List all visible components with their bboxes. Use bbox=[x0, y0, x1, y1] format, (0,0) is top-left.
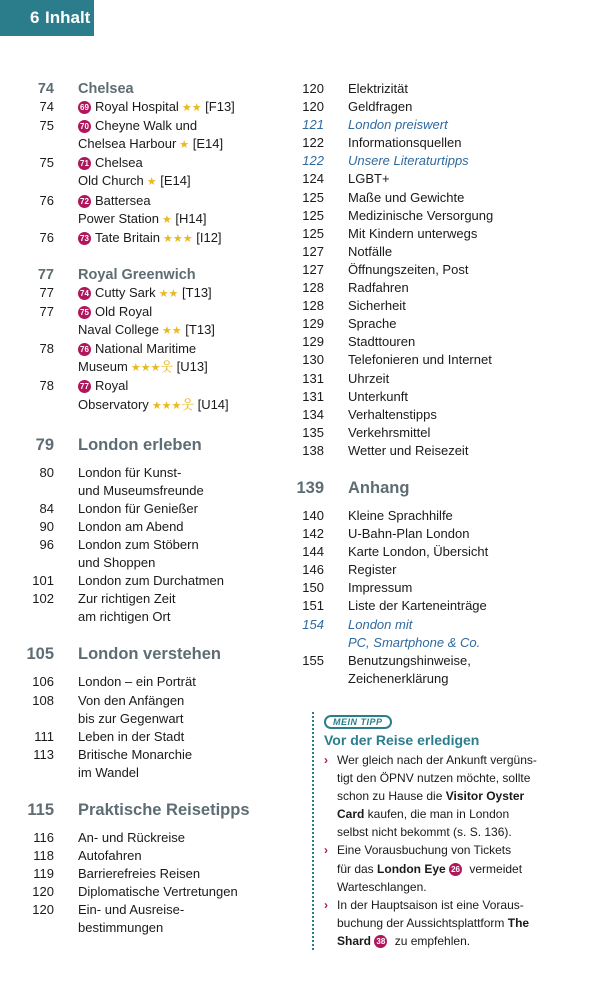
section-anhang bbox=[292, 476, 590, 500]
entry-text: Ein- und Ausreise- bestimmungen bbox=[78, 902, 185, 936]
entry-page-number: 106 bbox=[32, 674, 54, 690]
section-title: London erleben bbox=[78, 435, 202, 454]
section-title: Praktische Reisetipps bbox=[78, 801, 250, 819]
bullet-arrow-icon: › bbox=[324, 843, 328, 858]
entry-text: 73 Tate Britain ★★★ [I12] bbox=[78, 229, 292, 248]
map-reference: [H14] bbox=[171, 210, 207, 226]
bullet-arrow-icon: › bbox=[324, 753, 328, 767]
section-page-number: 79 bbox=[35, 435, 54, 454]
rating-stars-icon: ★ bbox=[179, 139, 190, 152]
toc-entry[interactable] bbox=[292, 442, 590, 460]
toc-entry[interactable] bbox=[292, 424, 590, 442]
entry-page-number: 127 bbox=[302, 261, 324, 277]
rating-stars-icon: ★★★ bbox=[163, 232, 193, 245]
rating-stars-icon: ★★★ bbox=[151, 399, 182, 412]
entry-text: London mit PC, Smartphone & Co. bbox=[348, 616, 481, 650]
entry-page-number: 122 bbox=[302, 153, 324, 169]
map-reference: [U13] bbox=[173, 359, 208, 375]
entry-text: Maße und Gewichte bbox=[348, 189, 465, 205]
section-royal-greenwich bbox=[0, 266, 292, 284]
tip-bullet bbox=[324, 751, 584, 841]
toc-entry[interactable] bbox=[292, 116, 590, 134]
entry-page-number: 129 bbox=[302, 316, 324, 332]
entry-page-number: 127 bbox=[302, 243, 324, 259]
poi-number-badge: 38 bbox=[374, 935, 387, 948]
entry-page-number: 116 bbox=[33, 830, 54, 845]
entry-page-number: 154 bbox=[302, 616, 324, 632]
map-reference: [E14] bbox=[156, 173, 191, 189]
toc-entry[interactable] bbox=[0, 692, 292, 728]
toc-entry[interactable] bbox=[292, 98, 590, 116]
map-reference: [E14] bbox=[189, 136, 224, 152]
entry-text: U-Bahn-Plan London bbox=[348, 526, 470, 542]
entry-text: Autofahren bbox=[78, 848, 142, 864]
family-friendly-icon: 웃 bbox=[160, 359, 174, 375]
toc-entry[interactable] bbox=[292, 279, 590, 297]
entry-page-number: 120 bbox=[32, 884, 54, 900]
toc-entry[interactable] bbox=[0, 590, 292, 626]
poi-number-badge: 72 bbox=[78, 195, 91, 208]
entry-text: London am Abend bbox=[78, 518, 184, 534]
entry-page-number: 146 bbox=[302, 562, 324, 578]
entry-text: Elektrizität bbox=[348, 81, 408, 96]
poi-number-badge: 76 bbox=[78, 343, 91, 356]
entry-text: Sprache bbox=[348, 316, 397, 332]
toc-entry[interactable] bbox=[0, 572, 292, 590]
poi-number-badge: 74 bbox=[78, 287, 91, 300]
entry-text: Geldfragen bbox=[348, 99, 413, 115]
entry-page-number: 150 bbox=[302, 580, 324, 596]
poi-number-badge: 70 bbox=[78, 120, 91, 133]
entry-text: 69 Royal Hospital ★★ [F13] bbox=[78, 98, 292, 117]
toc-entry[interactable] bbox=[0, 865, 292, 883]
bold-text: Card bbox=[337, 807, 365, 822]
entry-text: Uhrzeit bbox=[348, 370, 390, 386]
rating-stars-icon: ★ bbox=[146, 176, 157, 189]
entry-text: Unsere Literaturtipps bbox=[348, 153, 469, 169]
map-reference: [F13] bbox=[201, 99, 235, 115]
toc-entry[interactable] bbox=[292, 597, 590, 615]
entry-text: 72 Battersea Power Station ★ [H14] bbox=[78, 192, 207, 226]
toc-entry[interactable] bbox=[0, 117, 292, 154]
toc-left-column bbox=[0, 80, 292, 938]
toc-right-column bbox=[292, 80, 590, 688]
toc-entry[interactable] bbox=[292, 507, 590, 525]
entry-text: Benutzungshinweise, Zeichenerklärung bbox=[348, 652, 471, 686]
entry-text: Sicherheit bbox=[348, 298, 406, 314]
page-number: 6 bbox=[30, 8, 40, 27]
entry-page-number: 155 bbox=[302, 652, 324, 668]
toc-entry[interactable] bbox=[0, 340, 292, 377]
section-praktische-reisetipps bbox=[0, 798, 292, 822]
toc-entry[interactable] bbox=[292, 616, 590, 652]
section-page-number: 139 bbox=[296, 478, 324, 497]
entry-page-number: 113 bbox=[33, 746, 54, 762]
entry-text: 76 National Maritime Museum ★★★웃 [U13] bbox=[78, 341, 208, 375]
entry-text: 71 Chelsea Old Church ★ [E14] bbox=[78, 155, 191, 189]
section-title: London verstehen bbox=[78, 645, 222, 664]
entry-text: Diplomatische Vertretungen bbox=[78, 884, 238, 900]
poi-number-badge: 26 bbox=[449, 863, 462, 876]
poi-number-badge: 71 bbox=[78, 157, 91, 170]
entry-page-number: 128 bbox=[302, 280, 324, 296]
toc-entry[interactable] bbox=[292, 225, 590, 243]
entry-text: 75 Old Royal Naval College ★★ [T13] bbox=[78, 304, 215, 338]
entry-page-number: 121 bbox=[302, 117, 324, 133]
entry-text: London für Genießer bbox=[78, 500, 198, 516]
entry-page-number: 124 bbox=[302, 171, 324, 187]
entry-page-number: 102 bbox=[32, 591, 54, 607]
toc-entry[interactable] bbox=[292, 261, 590, 279]
entry-page-number: 101 bbox=[32, 573, 54, 589]
entry-page-number: 84 bbox=[39, 500, 54, 516]
toc-entry[interactable] bbox=[292, 388, 590, 406]
entry-page-number: 119 bbox=[33, 866, 54, 882]
entry-text: Von den Anfängen bis zur Gegenwart bbox=[78, 692, 185, 726]
rating-stars-icon: ★★ bbox=[161, 325, 182, 338]
entry-text: 77 Royal Observatory ★★★웃 [U14] bbox=[78, 378, 229, 412]
entry-text: Verkehrsmittel bbox=[348, 424, 431, 440]
tip-bullet-text: Wer gleich nach der Ankunft vergüns- tigt den ÖPNV nutzen möchte, sollte schon zu Hause die Visitor Oyster Card kaufen, die man in London selbst nicht bekommt (s. S. 136). bbox=[337, 753, 537, 840]
entry-page-number: 140 bbox=[302, 507, 324, 523]
toc-entry[interactable] bbox=[0, 883, 292, 901]
entry-text: Barrierefreies Reisen bbox=[78, 866, 201, 882]
entry-page-number: 135 bbox=[302, 424, 324, 440]
entry-page-number: 125 bbox=[302, 189, 324, 205]
family-friendly-icon: 웃 bbox=[181, 396, 194, 412]
toc-entry[interactable] bbox=[0, 303, 292, 340]
toc-entry[interactable] bbox=[292, 243, 590, 261]
toc-entry[interactable] bbox=[292, 189, 590, 207]
entry-page-number: 108 bbox=[32, 692, 54, 708]
toc-entry[interactable] bbox=[292, 406, 590, 424]
tip-title: Vor der Reise erledigen bbox=[324, 732, 480, 748]
toc-entry[interactable] bbox=[0, 746, 292, 782]
tip-bullet-text: In der Hauptsaison ist eine Voraus- buchung der Aussichtsplattform The Shard 38 zu empfehlen. bbox=[337, 897, 530, 948]
entry-text: LGBT+ bbox=[348, 171, 390, 187]
entry-page-number: 78 bbox=[39, 341, 54, 357]
toc-entry[interactable] bbox=[292, 652, 590, 688]
entry-page-number: 111 bbox=[34, 728, 54, 744]
entry-page-number: 134 bbox=[302, 406, 324, 422]
tip-bullet bbox=[324, 896, 584, 950]
poi-number-badge: 75 bbox=[78, 306, 91, 319]
section-title: Royal Greenwich bbox=[78, 266, 196, 283]
page-header bbox=[0, 0, 94, 36]
toc-entry[interactable] bbox=[292, 561, 590, 579]
entry-text: London – ein Porträt bbox=[78, 674, 196, 690]
rating-stars-icon: ★★ bbox=[158, 287, 179, 300]
entry-text: Radfahren bbox=[348, 280, 409, 296]
section-page-number: 115 bbox=[27, 801, 54, 819]
entry-page-number: 131 bbox=[302, 388, 324, 404]
entry-text: London zum Stöbern und Shoppen bbox=[78, 536, 199, 571]
entry-text: Informationsquellen bbox=[348, 135, 462, 151]
entry-page-number: 80 bbox=[39, 464, 54, 480]
toc-entry[interactable] bbox=[0, 98, 292, 117]
toc-entry[interactable] bbox=[0, 829, 292, 847]
entry-page-number: 77 bbox=[39, 304, 54, 320]
poi-number-badge: 69 bbox=[78, 101, 91, 114]
toc-entry[interactable] bbox=[292, 207, 590, 225]
entry-page-number: 74 bbox=[39, 99, 54, 115]
entry-text: Telefonieren und Internet bbox=[348, 352, 492, 368]
entry-text: Verhaltenstipps bbox=[348, 406, 437, 422]
entry-page-number: 120 bbox=[302, 81, 324, 96]
entry-text: Wetter und Reisezeit bbox=[348, 442, 469, 458]
bold-text: Visitor Oyster bbox=[445, 789, 525, 804]
entry-page-number: 76 bbox=[39, 229, 54, 245]
toc-entry[interactable] bbox=[292, 579, 590, 597]
entry-text: Notfälle bbox=[348, 243, 393, 259]
toc-entry[interactable] bbox=[0, 536, 292, 572]
toc-entry[interactable] bbox=[292, 543, 590, 561]
section-london-erleben bbox=[0, 433, 292, 457]
toc-entry[interactable] bbox=[0, 500, 292, 518]
toc-entry[interactable] bbox=[292, 297, 590, 315]
entry-text: London für Kunst- und Museumsfreunde bbox=[78, 464, 204, 498]
toc-entry[interactable] bbox=[292, 134, 590, 152]
mein-tipp-box bbox=[312, 712, 584, 950]
entry-page-number: 151 bbox=[302, 598, 324, 614]
entry-page-number: 76 bbox=[39, 192, 54, 208]
section-title: Chelsea bbox=[78, 81, 134, 97]
entry-page-number: 125 bbox=[302, 207, 324, 223]
entry-text: Unterkunft bbox=[348, 388, 408, 404]
rating-stars-icon: ★ bbox=[161, 213, 172, 226]
entry-text: Impressum bbox=[348, 580, 413, 596]
entry-page-number: 96 bbox=[39, 536, 54, 552]
map-reference: [T13] bbox=[178, 284, 212, 300]
toc-entry[interactable] bbox=[0, 229, 292, 248]
entry-page-number: 90 bbox=[39, 518, 54, 534]
tip-bullet-text: Eine Vorausbuchung von Tickets für das London Eye 26 vermeidet Warteschlangen. bbox=[337, 843, 523, 894]
entry-text: Zur richtigen Zeit am richtigen Ort bbox=[78, 591, 176, 625]
section-chelsea bbox=[0, 80, 292, 98]
entry-text: 74 Cutty Sark ★★ [T13] bbox=[78, 284, 292, 303]
section-title: Anhang bbox=[348, 478, 410, 497]
toc-entry[interactable] bbox=[292, 525, 590, 543]
mein-tipp-logo: MEIN TIPP bbox=[324, 715, 392, 729]
section-page-number: 77 bbox=[37, 266, 54, 283]
entry-page-number: 120 bbox=[32, 902, 54, 918]
poi-number-badge: 73 bbox=[78, 232, 91, 245]
entry-text: London zum Durchatmen bbox=[78, 573, 224, 589]
toc-entry[interactable] bbox=[0, 464, 292, 500]
map-reference: [U14] bbox=[193, 396, 229, 412]
entry-page-number: 122 bbox=[302, 135, 324, 151]
toc-entry[interactable] bbox=[292, 370, 590, 388]
toc-entry[interactable] bbox=[292, 170, 590, 188]
tip-bullet bbox=[324, 841, 584, 895]
entry-text: Leben in der Stadt bbox=[78, 728, 185, 744]
toc-entry[interactable] bbox=[292, 315, 590, 333]
entry-page-number: 118 bbox=[33, 848, 54, 864]
entry-page-number: 75 bbox=[39, 155, 54, 171]
toc-entry[interactable] bbox=[0, 901, 292, 937]
entry-text: Register bbox=[348, 562, 397, 578]
entry-page-number: 131 bbox=[302, 370, 324, 386]
entry-page-number: 138 bbox=[302, 442, 324, 458]
rating-stars-icon: ★★ bbox=[181, 102, 202, 115]
toc-entry[interactable] bbox=[0, 154, 292, 191]
bold-text: Shard bbox=[337, 933, 372, 948]
toc-entry[interactable] bbox=[0, 192, 292, 229]
rating-stars-icon: ★★★ bbox=[130, 362, 161, 375]
entry-text: An- und Rückreise bbox=[78, 830, 185, 845]
toc-entry[interactable] bbox=[0, 847, 292, 865]
section-page-number: 105 bbox=[26, 645, 54, 664]
toc-entry[interactable] bbox=[292, 333, 590, 351]
entry-page-number: 75 bbox=[39, 118, 54, 134]
map-reference: [I12] bbox=[192, 229, 222, 245]
toc-entry[interactable] bbox=[292, 351, 590, 369]
entry-page-number: 128 bbox=[302, 298, 324, 314]
entry-page-number: 125 bbox=[302, 225, 324, 241]
toc-entry[interactable] bbox=[0, 728, 292, 746]
section-london-verstehen bbox=[0, 642, 292, 666]
bullet-arrow-icon: › bbox=[324, 897, 328, 912]
entry-text: Karte London, Übersicht bbox=[348, 544, 489, 560]
entry-text: Öffnungszeiten, Post bbox=[348, 261, 469, 277]
toc-entry[interactable] bbox=[292, 80, 590, 98]
entry-page-number: 78 bbox=[39, 378, 54, 394]
entry-page-number: 129 bbox=[302, 334, 324, 350]
map-reference: [T13] bbox=[181, 322, 215, 338]
entry-page-number: 144 bbox=[302, 544, 324, 560]
bold-text: London Eye bbox=[377, 861, 446, 876]
entry-text: Kleine Sprachhilfe bbox=[348, 507, 453, 523]
entry-text: Mit Kindern unterwegs bbox=[348, 225, 478, 241]
page-title: Inhalt bbox=[45, 8, 91, 27]
entry-page-number: 142 bbox=[302, 526, 324, 542]
bold-text: The bbox=[507, 915, 530, 930]
entry-text: Liste der Karteneinträge bbox=[348, 598, 487, 614]
toc-entry[interactable] bbox=[0, 518, 292, 536]
section-page-number: 74 bbox=[37, 81, 54, 97]
poi-number-badge: 77 bbox=[78, 380, 91, 393]
entry-page-number: 130 bbox=[302, 352, 324, 368]
toc-entry[interactable] bbox=[0, 284, 292, 303]
entry-page-number: 120 bbox=[302, 99, 324, 115]
toc-entry[interactable] bbox=[292, 152, 590, 170]
toc-entry[interactable] bbox=[0, 377, 292, 414]
entry-text: London preiswert bbox=[348, 117, 448, 133]
tip-bullets bbox=[324, 751, 584, 950]
entry-page-number: 77 bbox=[39, 284, 54, 300]
entry-text: Stadttouren bbox=[348, 334, 416, 350]
entry-text: Britische Monarchie im Wandel bbox=[78, 746, 193, 780]
toc-entry[interactable] bbox=[0, 673, 292, 691]
entry-text: 70 Cheyne Walk und Chelsea Harbour ★ [E14] bbox=[78, 118, 224, 152]
entry-text: Medizinische Versorgung bbox=[348, 207, 494, 223]
